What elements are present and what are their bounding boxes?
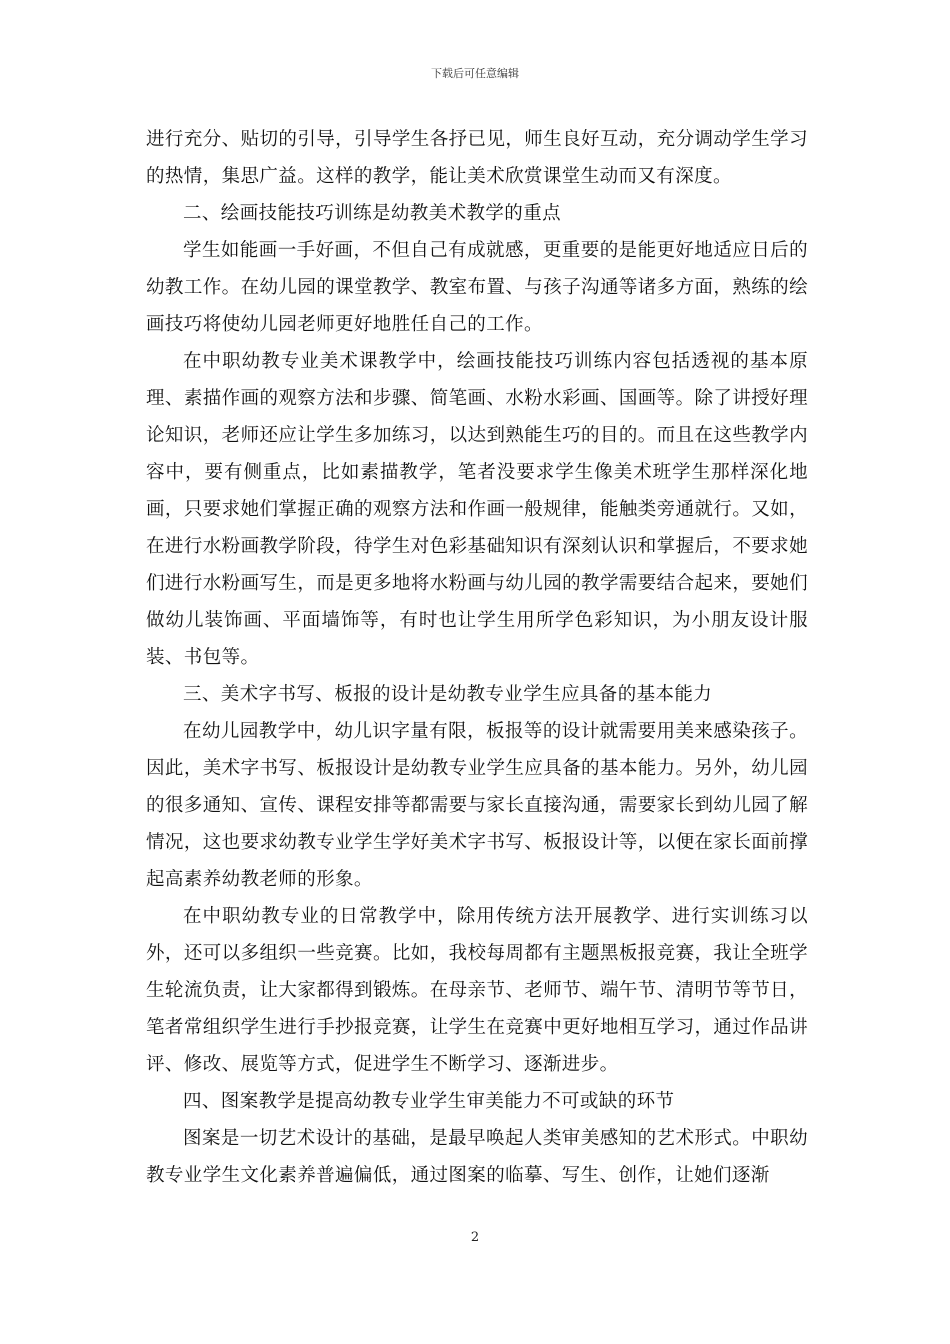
section-heading-4: 四、图案教学是提高幼教专业学生审美能力不可或缺的环节 (183, 1091, 675, 1112)
paragraph-continuation: 进行充分、贴切的引导，引导学生各抒已见，师生良好互动，充分调动学生学习的热情，集思广益。这样的教学，能让美术欣赏课堂生动而又有深度。 (146, 129, 808, 187)
paragraph: 在中职幼教专业的日常教学中，除用传统方法开展教学、进行实训练习以外，还可以多组织一些竞赛。比如，我校每周都有主题黑板报竞赛，我让全班学生轮流负责，让大家都得到锻炼。在母亲节、老师节、端午节、清明节等节日，笔者常组织学生进行手抄报竞赛，让学生在竞赛中更好地相互学习，通过作品讲评、修改、展览等方式，促进学生不断学习、逐渐进步。 (146, 906, 808, 1075)
paragraph: 图案是一切艺术设计的基础，是最早唤起人类审美感知的艺术形式。中职幼教专业学生文化素养普遍偏低，通过图案的临摹、写生、创作，让她们逐渐 (146, 1128, 808, 1186)
paragraph: 在中职幼教专业美术课教学中，绘画技能技巧训练内容包括透视的基本原理、素描作画的观察方法和步骤、简笔画、水粉水彩画、国画等。除了讲授好理论知识，老师还应让学生多加练习，以达到熟能生巧的目的。而且在这些教学内容中，要有侧重点，比如素描教学，笔者没要求学生像美术班学生那样深化地画，只要求她们掌握正确的观察方法和作画一般规律，能触类旁通就行。又如，在进行水粉画教学阶段，待学生对色彩基础知识有深刻认识和掌握后，不要求她们进行水粉画写生，而是更多地将水粉画与幼儿园的教学需要结合起来，要她们做幼儿装饰画、平面墙饰等，有时也让学生用所学色彩知识，为小朋友设计服装、书包等。 (146, 351, 808, 668)
page-header: 下载后可任意编辑 (431, 67, 519, 80)
paragraph: 学生如能画一手好画，不但自己有成就感，更重要的是能更好地适应日后的幼教工作。在幼儿园的课堂教学、教室布置、与孩子沟通等诸多方面，熟练的绘画技巧将使幼儿园老师更好地胜任自己的工作。 (146, 240, 808, 335)
section-heading-3: 三、美术字书写、板报的设计是幼教专业学生应具备的基本能力 (183, 684, 713, 705)
page-number: 2 (470, 1230, 480, 1245)
document-body (146, 121, 808, 1194)
paragraph: 在幼儿园教学中，幼儿识字量有限，板报等的设计就需要用美来感染孩子。因此，美术字书写、板报设计是幼教专业学生应具备的基本能力。另外，幼儿园的很多通知、宣传、课程安排等都需要与家长直接沟通，需要家长到幼儿园了解情况，这也要求幼教专业学生学好美术字书写、板报设计等，以便在家长面前撑起高素养幼教老师的形象。 (146, 721, 808, 890)
section-heading-2: 二、绘画技能技巧训练是幼教美术教学的重点 (183, 203, 562, 224)
